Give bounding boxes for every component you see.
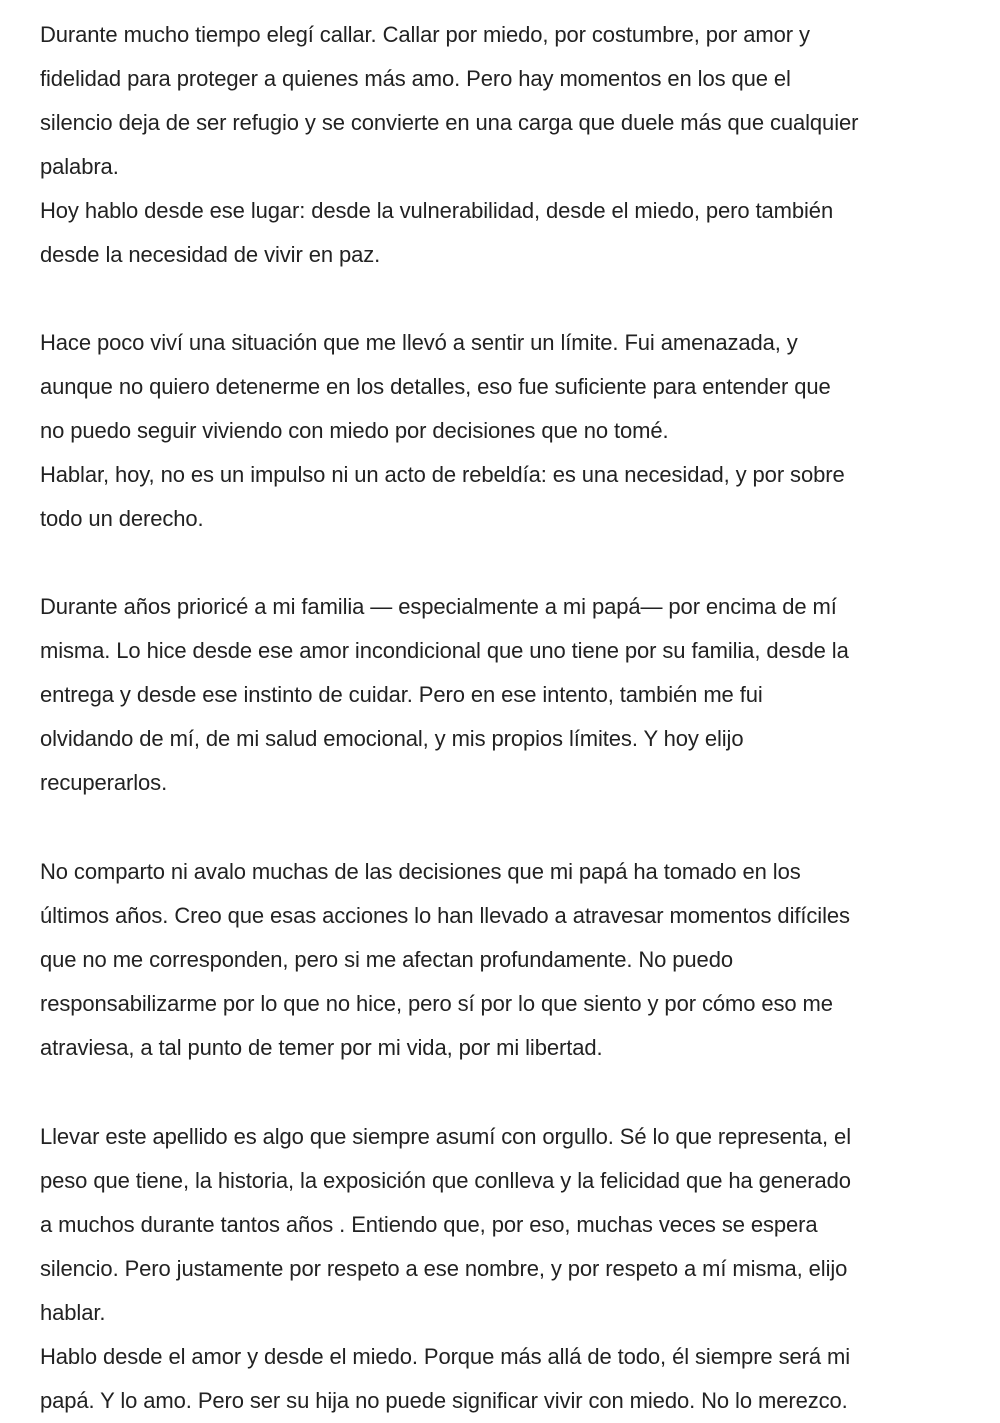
text-line: hablar.	[40, 1300, 106, 1325]
text-line: desde la necesidad de vivir en paz.	[40, 242, 381, 267]
text-line: aunque no quiero detenerme en los detalles, eso fue suficiente para entender que	[40, 374, 831, 399]
text-line: entrega y desde ese instinto de cuidar. Pero en ese intento, también me fui	[40, 682, 763, 707]
text-line: silencio. Pero justamente por respeto a ese nombre, y por respeto a mí misma, elijo	[40, 1256, 848, 1281]
text-line: responsabilizarme por lo que no hice, pero sí por lo que siento y por cómo eso me	[40, 991, 833, 1016]
text-line: Hablo desde el amor y desde el miedo. Porque más allá de todo, él siempre será mi	[40, 1344, 850, 1369]
text-line: Durante mucho tiempo elegí callar. Callar por miedo, por costumbre, por amor y	[40, 22, 810, 47]
text-line: últimos años. Creo que esas acciones lo han llevado a atravesar momentos difíciles	[40, 903, 850, 928]
text-line: misma. Lo hice desde ese amor incondicional que uno tiene por su familia, desde la	[40, 638, 849, 663]
text-line: atraviesa, a tal punto de temer por mi vida, por mi libertad.	[40, 1035, 603, 1060]
text-line: olvidando de mí, de mi salud emocional, y mis propios límites. Y hoy elijo	[40, 726, 744, 751]
text-line: silencio deja de ser refugio y se convierte en una carga que duele más que cualquier	[40, 110, 859, 135]
text-line: todo un derecho.	[40, 506, 204, 531]
text-line: Llevar este apellido es algo que siempre asumí con orgullo. Sé lo que representa, el	[40, 1124, 851, 1149]
text-line: Hablar, hoy, no es un impulso ni un acto de rebeldía: es una necesidad, y por sobre	[40, 462, 845, 487]
text-line: peso que tiene, la historia, la exposición que conlleva y la felicidad que ha generado	[40, 1168, 851, 1193]
text-line: a muchos durante tantos años . Entiendo que, por eso, muchas veces se espera	[40, 1212, 818, 1237]
text-line: Hace poco viví una situación que me llevó a sentir un límite. Fui amenazada, y	[40, 330, 798, 355]
text-line: Durante años prioricé a mi familia — especialmente a mi papá— por encima de mí	[40, 594, 837, 619]
text-line: Hoy hablo desde ese lugar: desde la vulnerabilidad, desde el miedo, pero también	[40, 198, 834, 223]
text-line: recuperarlos.	[40, 770, 168, 795]
text-line: que no me corresponden, pero si me afectan profundamente. No puedo	[40, 947, 733, 972]
text-line: no puedo seguir viviendo con miedo por decisiones que no tomé.	[40, 418, 669, 443]
text-line: palabra.	[40, 154, 119, 179]
text-line: papá. Y lo amo. Pero ser su hija no puede significar vivir con miedo. No lo merezco.	[40, 1388, 848, 1413]
text-line: fidelidad para proteger a quienes más amo. Pero hay momentos en los que el	[40, 66, 791, 91]
text-line: No comparto ni avalo muchas de las decisiones que mi papá ha tomado en los	[40, 859, 801, 884]
